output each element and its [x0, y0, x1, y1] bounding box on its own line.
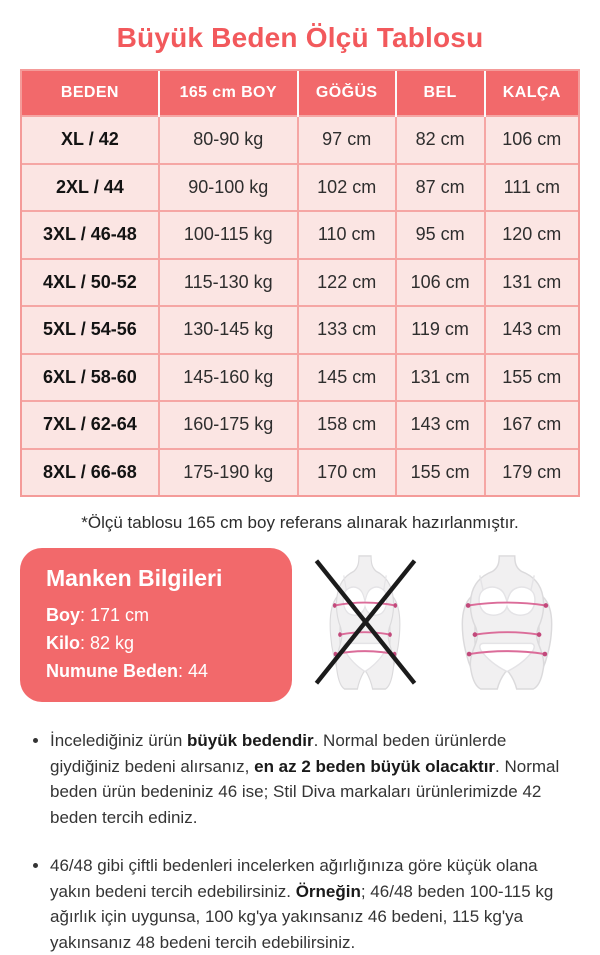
cell-waist: 106 cm: [396, 259, 485, 307]
model-weight-label: Kilo: [46, 633, 80, 653]
cell-bust: 97 cm: [298, 116, 396, 164]
cell-hip: 120 cm: [485, 211, 578, 259]
table-row: [22, 354, 578, 402]
cell-hip: 179 cm: [485, 449, 578, 496]
page-title: Büyük Beden Ölçü Tablosu: [116, 22, 484, 53]
cell-size: 5XL / 54-56: [22, 306, 159, 354]
cell-waist: 95 cm: [396, 211, 485, 259]
cell-bust: 122 cm: [298, 259, 396, 307]
model-weight-value: : 82 kg: [80, 633, 135, 653]
model-height-label: Boy: [46, 605, 81, 625]
cell-weight: 160-175 kg: [159, 401, 298, 449]
plus-size-body-figure: [448, 554, 566, 690]
table-row: [22, 306, 578, 354]
col-header-kalca: KALÇA: [485, 71, 578, 116]
cell-weight: 100-115 kg: [159, 211, 298, 259]
cell-size: 4XL / 50-52: [22, 259, 159, 307]
cell-bust: 133 cm: [298, 306, 396, 354]
cell-hip: 131 cm: [485, 259, 578, 307]
table-header-row: [22, 71, 578, 116]
cell-weight: 90-100 kg: [159, 164, 298, 212]
model-info-card: [20, 548, 292, 702]
cell-size: 7XL / 62-64: [22, 401, 159, 449]
cell-waist: 87 cm: [396, 164, 485, 212]
table-row: [22, 449, 578, 496]
cell-bust: 110 cm: [298, 211, 396, 259]
cell-bust: 102 cm: [298, 164, 396, 212]
table-row: [22, 116, 578, 164]
cell-hip: 111 cm: [485, 164, 578, 212]
cell-waist: 155 cm: [396, 449, 485, 496]
note-segment-bold: en az 2 beden büyük olacaktır: [254, 756, 496, 776]
model-weight-line: [46, 629, 268, 657]
table-footnote: *Ölçü tablosu 165 cm boy referans alınarak hazırlanmıştır.: [81, 513, 519, 532]
note-segment-bold: büyük bedendir: [187, 731, 314, 750]
model-sample-size-line: [46, 657, 268, 685]
size-table-wrapper: [20, 69, 580, 497]
model-info-title: Manken Bilgileri: [46, 565, 223, 591]
cell-hip: 143 cm: [485, 306, 578, 354]
model-sample-size-value: : 44: [178, 661, 209, 681]
col-header-boy: 165 cm BOY: [159, 71, 298, 116]
cell-bust: 145 cm: [298, 354, 396, 402]
note-item: [50, 853, 566, 955]
cell-weight: 145-160 kg: [159, 354, 298, 402]
table-row: [22, 401, 578, 449]
cell-waist: 131 cm: [396, 354, 485, 402]
col-header-gogus: GÖĞÜS: [298, 71, 396, 116]
table-row: [22, 211, 578, 259]
cell-waist: 82 cm: [396, 116, 485, 164]
table-row: [22, 164, 578, 212]
cell-weight: 130-145 kg: [159, 306, 298, 354]
crossed-out-normal-body-figure: [306, 554, 424, 690]
cell-waist: 119 cm: [396, 306, 485, 354]
body-figures: [292, 548, 580, 690]
cell-waist: 143 cm: [396, 401, 485, 449]
cell-size: 6XL / 58-60: [22, 354, 159, 402]
note-item: [50, 728, 566, 830]
cell-size: XL / 42: [22, 116, 159, 164]
col-header-beden: BEDEN: [22, 71, 159, 116]
table-row: [22, 259, 578, 307]
model-info-section: [20, 548, 580, 702]
model-height-line: [46, 601, 268, 629]
cell-hip: 167 cm: [485, 401, 578, 449]
col-header-bel: BEL: [396, 71, 485, 116]
model-height-value: : 171 cm: [80, 605, 150, 625]
cell-size: 2XL / 44: [22, 164, 159, 212]
size-table: [22, 71, 578, 495]
cell-weight: 175-190 kg: [159, 449, 298, 496]
note-segment-bold: Örneğin: [295, 881, 361, 901]
cell-weight: 80-90 kg: [159, 116, 298, 164]
note-segment: . Normal beden ürünlerde giydiğiniz bedeni alırsanız,: [50, 731, 507, 776]
note-segment: İncelediğiniz ürün: [50, 731, 188, 750]
cell-bust: 170 cm: [298, 449, 396, 496]
cell-hip: 106 cm: [485, 116, 578, 164]
cell-weight: 115-130 kg: [159, 259, 298, 307]
notes-list: [20, 728, 580, 955]
note-segment: 46/48 gibi çiftli bedenleri incelerken ağırlığınıza göre küçük olana yakın bedeni tercih edebilirsiniz.: [50, 856, 538, 901]
cell-bust: 158 cm: [298, 401, 396, 449]
note-segment: ; 46/48 beden 100-115 kg ağırlık için uygunsa, 100 kg'ya yakınsanız 46 bedeni, 115 kg'ya yakınsanız 48 bedeni tercih edebilirsiniz.: [50, 881, 554, 952]
cell-hip: 155 cm: [485, 354, 578, 402]
note-segment: . Normal beden ürün bedeniniz 46 ise; Stil Diva markaları ürünlerimizde 42 beden tercih ediniz.: [50, 756, 560, 827]
cell-size: 3XL / 46-48: [22, 211, 159, 259]
model-sample-size-label: Numune Beden: [46, 661, 179, 681]
cell-size: 8XL / 66-68: [22, 449, 159, 496]
